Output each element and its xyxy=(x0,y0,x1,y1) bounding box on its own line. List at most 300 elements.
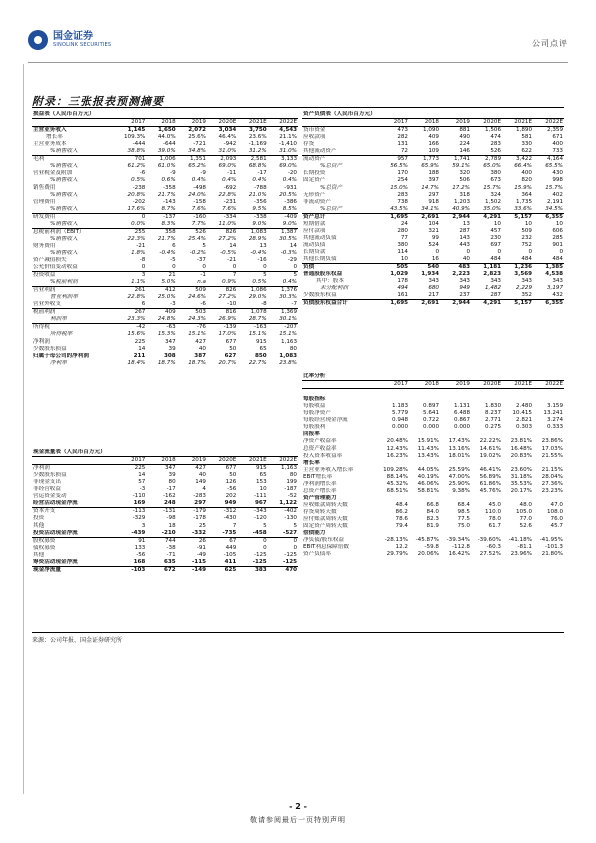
table-row xyxy=(32,228,298,236)
row-value: 24.0% xyxy=(188,191,206,198)
table-row xyxy=(32,148,298,156)
table-row xyxy=(32,134,298,141)
row-label: 净资产收益率 xyxy=(303,438,337,445)
row-value: -0.4% xyxy=(159,249,176,256)
row-label: 应收款项 xyxy=(303,134,326,141)
row-value: 738 xyxy=(397,198,408,205)
row-value: 1.183 xyxy=(391,403,408,410)
row-label: 非流动资产 xyxy=(303,198,331,205)
row-value: 86.2 xyxy=(395,508,408,515)
row-label: 普通股股东权益 xyxy=(303,271,343,278)
table-row xyxy=(32,257,298,264)
row-value: 1,502 xyxy=(484,198,501,205)
row-value: 0.4% xyxy=(282,279,297,286)
row-label: 营业税金及附加 xyxy=(33,170,73,177)
table-row xyxy=(32,500,298,508)
row-label: %总资产 xyxy=(320,163,343,170)
row-value xyxy=(378,460,409,467)
row-value: 0 xyxy=(237,537,267,545)
row-value: 34.5% xyxy=(545,205,563,212)
row-value xyxy=(502,389,533,397)
row-value: 199 xyxy=(286,479,297,486)
row-value: 343 xyxy=(552,278,563,285)
row-value: 45.7 xyxy=(550,523,563,530)
row-value: -17 xyxy=(166,486,176,493)
row-value: -11 xyxy=(227,170,237,177)
row-value: 677 xyxy=(225,338,237,345)
row-label: 股权募资 xyxy=(32,537,116,545)
table-row xyxy=(302,467,564,474)
row-label: 资产负债率 xyxy=(303,551,331,558)
row-value: 1,695 xyxy=(378,213,409,221)
row-label: 税前利润 xyxy=(32,309,116,317)
row-value: 3 xyxy=(116,272,146,280)
row-value: 110.0 xyxy=(484,508,501,515)
year-header: 2017 xyxy=(378,381,409,389)
row-value: 149 xyxy=(195,479,206,486)
table-row xyxy=(32,309,298,317)
table-row xyxy=(32,566,298,574)
row-value: -735 xyxy=(222,529,237,536)
row-value: 343 xyxy=(521,278,532,285)
row-value: -56 xyxy=(136,551,146,558)
row-label: 净利润增长率 xyxy=(303,480,337,487)
row-label: 投资 xyxy=(33,515,45,522)
row-value: 4,538 xyxy=(545,271,563,278)
row-label: 现金净流量 xyxy=(32,566,116,574)
table-row xyxy=(302,396,564,403)
table-row xyxy=(302,403,564,410)
table-row xyxy=(302,206,564,214)
table-header-row xyxy=(302,111,564,119)
row-value: -120 xyxy=(253,515,267,522)
row-value: 343 xyxy=(490,278,501,285)
row-value: 65.0% xyxy=(483,163,501,170)
row-value: 104 xyxy=(428,220,439,227)
row-value: 5 xyxy=(237,272,267,280)
row-label: 长期贷款 xyxy=(303,248,326,255)
year-header-row xyxy=(32,119,298,127)
row-label: %销售收入 xyxy=(50,191,78,198)
row-value: 1,236 xyxy=(502,263,533,271)
row-value: -160 xyxy=(177,213,207,221)
table-row xyxy=(302,263,564,271)
row-value: 701 xyxy=(116,156,146,164)
row-value: 153 xyxy=(255,479,267,486)
row-label: %销售收入 xyxy=(50,235,78,242)
row-value: 22.3% xyxy=(127,235,146,242)
table-row xyxy=(32,338,298,345)
row-value: 17.6% xyxy=(127,205,146,212)
row-value: -20 xyxy=(287,170,297,177)
row-value: -6 xyxy=(200,301,206,308)
row-value: 0.6% xyxy=(161,177,176,184)
row-value: 2.821 xyxy=(515,417,532,424)
row-value: 0 xyxy=(172,264,176,271)
row-value: 3.274 xyxy=(546,417,563,424)
row-value: 15.7% xyxy=(483,184,501,191)
row-value: 18.7% xyxy=(157,359,176,366)
table-row xyxy=(302,228,564,235)
row-value: 34.8% xyxy=(188,148,206,155)
row-value: 80 xyxy=(168,479,176,486)
company-logo xyxy=(28,30,111,50)
row-label: 投资活动现金净流 xyxy=(33,529,78,536)
row-value: -37 xyxy=(196,257,206,263)
row-value: 744 xyxy=(146,537,176,545)
row-value: 16 xyxy=(431,256,439,262)
row-value: -498 xyxy=(193,184,206,191)
row-value: 816 xyxy=(207,309,237,317)
row-value: 320 xyxy=(459,170,470,177)
row-label: %总资产 xyxy=(320,184,343,191)
row-value: 26 xyxy=(177,537,207,545)
row-label: 短期借款 xyxy=(303,220,326,227)
income-statement-table xyxy=(32,111,298,367)
table-row xyxy=(302,453,564,460)
table-row xyxy=(32,170,298,177)
table-row xyxy=(302,134,564,141)
row-label: 债权募资 xyxy=(33,544,56,551)
row-value: 20.5% xyxy=(279,191,297,198)
row-value: 248 xyxy=(163,500,176,507)
row-value: 169 xyxy=(133,500,146,507)
row-value: 474 xyxy=(490,134,501,141)
row-value: 12.2 xyxy=(395,544,408,551)
row-value: -101.3 xyxy=(544,544,563,551)
row-value: 1,506 xyxy=(484,127,501,134)
row-value: 5.0% xyxy=(161,279,176,286)
table-row xyxy=(32,279,298,287)
row-value: 409 xyxy=(146,309,176,317)
row-value: 1.131 xyxy=(453,403,470,410)
row-value: 46.06% xyxy=(417,480,439,487)
row-value: 308 xyxy=(163,352,176,359)
row-label: 净利率 xyxy=(50,359,67,366)
table-header-row xyxy=(302,373,564,381)
row-value: 20.48% xyxy=(386,438,408,445)
row-value: 457 xyxy=(490,227,501,234)
row-value: 13.241 xyxy=(543,410,563,417)
row-value: 1,083 xyxy=(279,352,297,359)
row-value: 27.36% xyxy=(541,480,563,487)
row-value: -111 xyxy=(253,493,267,500)
row-label: 归属于母公司的净利润 xyxy=(33,352,89,359)
row-value: -644 xyxy=(162,141,176,148)
row-label: 无形资产 xyxy=(303,191,326,198)
row-value xyxy=(440,460,471,467)
row-value: 2,944 xyxy=(440,213,471,221)
row-label: %销售收入 xyxy=(50,220,78,227)
row-value: n.a xyxy=(197,279,206,286)
row-value: 470 xyxy=(268,566,298,574)
row-value: 25.90% xyxy=(448,480,470,487)
row-label: 非现金支出 xyxy=(33,479,61,486)
table-row xyxy=(302,495,564,502)
table-row xyxy=(32,493,298,500)
row-value: 0.9% xyxy=(222,279,237,286)
row-label: 资产管理能力 xyxy=(303,494,337,501)
row-value: 6 xyxy=(141,301,146,308)
row-value: 65.9% xyxy=(421,163,439,170)
row-label: 资本开支 xyxy=(32,508,116,516)
row-value: 14 xyxy=(229,242,237,249)
row-value: 0 xyxy=(263,544,267,551)
row-value: 76.0 xyxy=(550,516,563,522)
row-value: 0.333 xyxy=(546,424,563,431)
row-value: 2.771 xyxy=(484,417,501,424)
row-value: 0 xyxy=(435,248,439,255)
logo-mark-icon xyxy=(28,30,48,50)
row-value: 13.43% xyxy=(417,452,439,459)
row-value: -10 xyxy=(227,301,237,308)
row-value: 23.23% xyxy=(541,487,563,494)
row-value: 2,691 xyxy=(409,213,440,221)
row-value: 1,163 xyxy=(280,465,297,472)
row-value: 23.81% xyxy=(510,438,532,445)
row-value: 352 xyxy=(521,292,532,299)
table-row xyxy=(302,213,564,221)
row-value: 0.275 xyxy=(484,424,501,431)
year-header: 2018 xyxy=(409,119,440,127)
row-value: 45.32% xyxy=(386,480,408,487)
row-value: 80 xyxy=(289,345,297,352)
row-value: 11.43% xyxy=(417,445,439,452)
table-row xyxy=(302,516,564,523)
row-value: -52 xyxy=(287,493,297,500)
row-value: 23.3% xyxy=(127,316,146,323)
row-value: -178 xyxy=(193,515,206,522)
row-value: 77 xyxy=(400,234,408,241)
table-row xyxy=(32,331,298,338)
table-row xyxy=(32,243,298,250)
table-row xyxy=(32,486,298,493)
row-label: 流动资产 xyxy=(302,156,378,164)
row-value: 168 xyxy=(133,558,146,565)
row-label: 负债 xyxy=(302,263,378,271)
row-value: 2,359 xyxy=(546,127,563,134)
row-value xyxy=(409,431,440,438)
row-value: 56.89% xyxy=(479,473,501,480)
row-value: 680 xyxy=(428,285,439,292)
row-value: 65.2% xyxy=(188,163,206,170)
row-value: 343 xyxy=(459,278,470,285)
table-row xyxy=(32,184,298,191)
table-row xyxy=(302,221,564,228)
row-value: 225 xyxy=(134,465,146,472)
row-value xyxy=(471,389,502,397)
table-row xyxy=(302,474,564,481)
table-row xyxy=(302,481,564,488)
row-value: 61.86% xyxy=(479,480,501,487)
appendix-title-text: 附录：三张报表预测摘要 xyxy=(32,95,164,108)
row-value: 9.0% xyxy=(252,220,267,227)
row-value xyxy=(471,431,502,438)
row-value: 432 xyxy=(552,292,563,299)
year-header: 2017 xyxy=(116,119,146,127)
row-value: 383 xyxy=(237,566,267,574)
logo-cn-text: 国金证券 xyxy=(53,31,93,42)
row-label: 总资产增长率 xyxy=(303,487,337,494)
row-value: 23.6% xyxy=(248,134,267,141)
row-value: -5 xyxy=(170,257,176,263)
row-value: -692 xyxy=(223,184,237,191)
row-value: 0 xyxy=(263,264,267,271)
table-row xyxy=(32,346,298,353)
row-value: 40 xyxy=(198,345,206,352)
row-label: 负债股东权益合计 xyxy=(302,300,378,308)
row-value: 1,773 xyxy=(409,156,440,164)
table-row xyxy=(302,242,564,249)
row-value: -162 xyxy=(162,493,176,500)
row-value: 108.0 xyxy=(546,508,563,515)
row-value: 80 xyxy=(289,472,297,479)
year-header: 2018 xyxy=(409,381,440,389)
row-value: -158 xyxy=(193,198,206,205)
table-row xyxy=(302,530,564,537)
row-label: 每股指标 xyxy=(303,396,326,403)
row-value: 61.7 xyxy=(488,523,501,530)
row-value: -110 xyxy=(132,493,146,500)
row-value: 23.8% xyxy=(279,359,297,366)
row-label: 营业利润 xyxy=(32,287,116,295)
row-value: -81.1 xyxy=(517,544,532,551)
row-value: 358 xyxy=(146,228,176,236)
year-header: 2019 xyxy=(440,381,471,389)
row-value: 490 xyxy=(459,134,470,141)
row-value: 21.0% xyxy=(248,191,267,198)
row-value: 7 xyxy=(232,522,237,529)
table-row xyxy=(32,163,298,170)
row-value: -42 xyxy=(116,324,146,332)
row-value xyxy=(409,460,440,467)
row-label: 每股经营现金净流 xyxy=(303,417,348,424)
row-value: 0 xyxy=(268,537,298,545)
table-row xyxy=(302,199,564,206)
row-value: 3.159 xyxy=(546,403,563,410)
table-row xyxy=(32,479,298,486)
row-value: 30.5% xyxy=(279,235,297,242)
row-value: 146 xyxy=(459,148,470,155)
row-value: 526 xyxy=(490,148,501,155)
row-value: 998 xyxy=(552,177,563,184)
row-value: 91 xyxy=(116,537,146,545)
row-label: 营运资金变动 xyxy=(33,493,67,500)
row-label: 总资产收益率 xyxy=(303,445,337,452)
row-value xyxy=(533,431,564,438)
row-value: -788 xyxy=(253,184,267,191)
row-value: 47.00% xyxy=(448,473,470,480)
row-value: 343 xyxy=(428,278,439,285)
row-value: 1,387 xyxy=(268,228,298,236)
row-value: 30.3% xyxy=(279,294,297,301)
row-value: -187 xyxy=(284,486,297,493)
row-label: 营业外收支 xyxy=(33,301,61,308)
table-row xyxy=(302,502,564,509)
row-value: 22.8% xyxy=(218,191,237,198)
row-value: 26.9% xyxy=(218,316,237,323)
row-value: -402 xyxy=(268,508,298,516)
row-value: 0.0% xyxy=(131,220,146,227)
row-value: 12.43% xyxy=(386,445,408,452)
row-value: -1,169 xyxy=(248,141,267,148)
row-value: 105.0 xyxy=(515,508,532,515)
row-value: 321 xyxy=(428,227,439,234)
row-value: 211 xyxy=(133,352,146,359)
row-value: 40 xyxy=(198,472,206,479)
row-value xyxy=(471,495,502,502)
row-label: 其他流动负债 xyxy=(303,234,337,241)
row-label: 流动负债 xyxy=(303,241,326,248)
row-value: 66.8 xyxy=(426,501,439,508)
row-value: -112.8 xyxy=(451,544,470,551)
row-value: 1,029 xyxy=(390,271,408,278)
row-value: -343 xyxy=(237,508,267,516)
row-value: -430 xyxy=(223,515,237,522)
table-row xyxy=(302,544,564,551)
row-value: 5.779 xyxy=(391,410,408,417)
row-label: EBIT增长率 xyxy=(303,473,333,480)
row-value xyxy=(533,460,564,467)
row-value: -0.4% xyxy=(250,249,267,256)
table-row xyxy=(302,285,564,292)
year-header: 2018 xyxy=(146,119,176,127)
row-value: 915 xyxy=(255,338,267,345)
row-value: 5,157 xyxy=(502,213,533,221)
row-value: 43.5% xyxy=(390,205,408,212)
row-value: 1,695 xyxy=(378,300,409,308)
row-value: 202 xyxy=(225,493,237,500)
row-label: 财务费用 xyxy=(33,242,56,249)
row-label: 营业利润率 xyxy=(50,294,78,301)
row-value: 67 xyxy=(207,537,237,545)
row-value: 3,197 xyxy=(546,285,563,292)
row-value: 484 xyxy=(521,256,532,262)
row-value: 28.04% xyxy=(541,473,563,480)
row-value: -41.18% xyxy=(508,537,532,544)
row-value: 56.5% xyxy=(390,163,408,170)
table-row xyxy=(32,552,298,559)
row-value: -329 xyxy=(132,515,146,522)
row-value: 21.15% xyxy=(541,466,563,473)
row-value: 606 xyxy=(552,227,563,234)
row-value: 4,291 xyxy=(471,213,502,221)
row-value: 18.7% xyxy=(188,359,206,366)
row-value: 82.3 xyxy=(426,516,439,522)
row-value: -458 xyxy=(252,529,267,536)
bottom-divider xyxy=(32,632,564,633)
row-value xyxy=(378,431,409,438)
row-value: -931 xyxy=(284,184,297,191)
row-value: 28.7% xyxy=(248,316,267,323)
row-value: 50 xyxy=(229,345,237,352)
row-value: 5 xyxy=(268,272,298,280)
table-title: 损益表（人民币百万元） xyxy=(32,111,298,119)
row-value: -29 xyxy=(287,257,297,263)
row-value: 484 xyxy=(490,256,501,262)
row-value: -28.13% xyxy=(384,537,408,544)
row-value: -125 xyxy=(284,551,297,558)
row-value xyxy=(378,495,409,502)
row-value: 0 xyxy=(497,248,501,255)
row-value xyxy=(502,431,533,438)
document-type: 公司点评 xyxy=(532,39,568,48)
year-header: 2017 xyxy=(378,119,409,127)
row-value: 15.3% xyxy=(157,331,176,338)
table-row xyxy=(302,509,564,516)
row-value: 8.3% xyxy=(161,220,176,227)
row-value: -358 xyxy=(162,184,176,191)
